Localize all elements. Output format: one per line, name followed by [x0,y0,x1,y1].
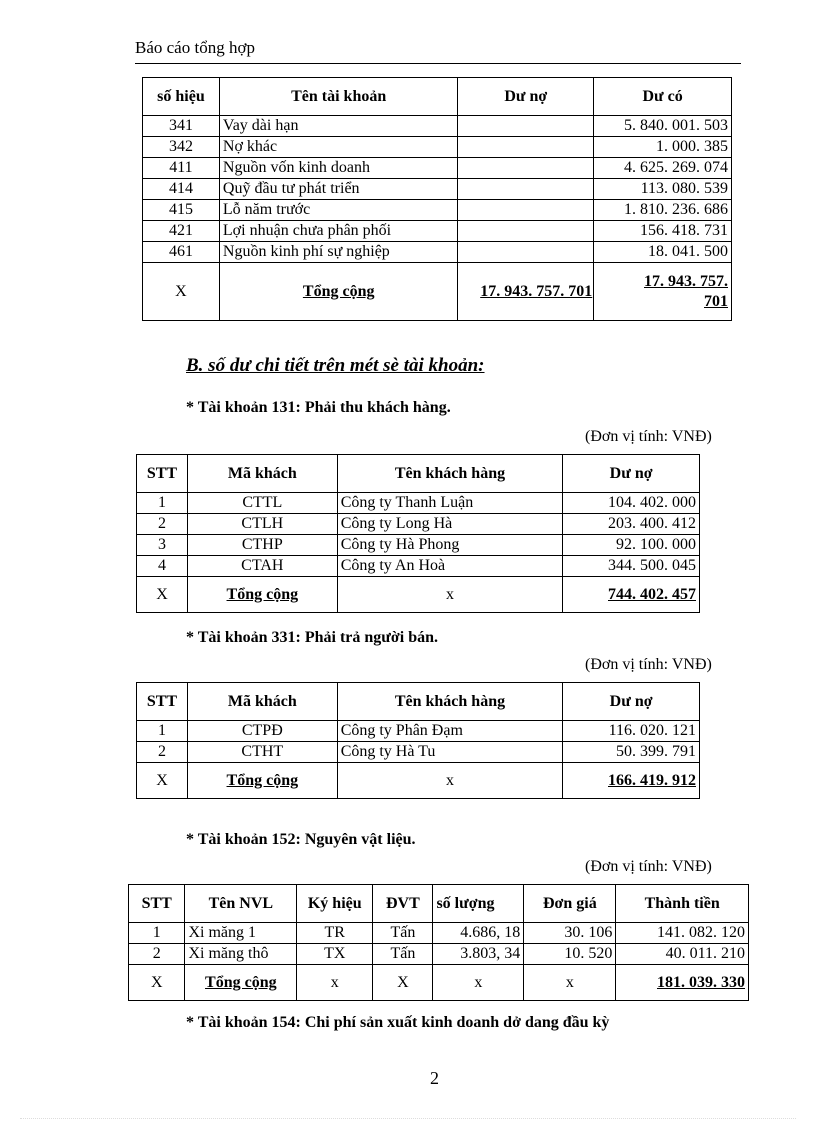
account-131-table [136,454,700,613]
unit-price-cell: 10. 520 [524,944,616,965]
customer-name: Công ty Long Hà [337,514,563,535]
total-debit: 744. 402. 457 [608,585,696,603]
material-name: Xi măng thô [185,944,297,965]
column-header: Tên tài khoản [219,78,458,116]
total-row [143,263,732,321]
debit-cell: 92. 100. 000 [563,535,700,556]
total-credit-line1: 17. 943. 757. [644,272,728,290]
table-header-row [137,455,700,493]
table-row [143,137,732,158]
column-header: Mã khách [187,455,337,493]
credit-cell: 1. 810. 236. 686 [594,200,732,221]
total-row [137,763,700,799]
account-code: 342 [143,137,220,158]
unit-label: (Đơn vị tính: VNĐ) [585,858,712,875]
header-rule [135,63,741,64]
debit-cell: 344. 500. 045 [563,556,700,577]
table-row [137,514,700,535]
table-row [143,200,732,221]
customer-code: CTAH [187,556,337,577]
page-bottom-rule [20,1118,796,1119]
customer-code: CTHP [187,535,337,556]
debit-cell [458,158,594,179]
credit-cell: 4. 625. 269. 074 [594,158,732,179]
customer-name: Công ty Thanh Luận [337,493,563,514]
account-code: 421 [143,221,220,242]
total-price-placeholder: x [524,965,616,1001]
material-symbol: TX [297,944,373,965]
customer-code: CTTL [187,493,337,514]
unit-label: (Đơn vị tính: VNĐ) [585,656,712,673]
debit-cell [458,242,594,263]
credit-cell: 1. 000. 385 [594,137,732,158]
total-unit-placeholder: X [373,965,433,1001]
account-name: Nợ khác [219,137,458,158]
table-row [143,179,732,200]
unit-label: (Đơn vị tính: VNĐ) [585,428,712,445]
stt-cell: 2 [129,944,185,965]
stt-cell: 3 [137,535,188,556]
account-code: 415 [143,200,220,221]
total-debit: 166. 419. 912 [608,771,696,789]
column-header: số lượng [433,885,524,923]
column-header: STT [137,455,188,493]
debit-cell: 104. 402. 000 [563,493,700,514]
table-row [143,221,732,242]
customer-name: Công ty An Hoà [337,556,563,577]
account-331-heading: * Tài khoản 331: Phải trả người bán. [186,629,438,646]
stt-cell: 1 [129,923,185,944]
material-name: Xi măng 1 [185,923,297,944]
account-331-table [136,682,700,799]
debit-cell [458,200,594,221]
amount-cell: 141. 082. 120 [616,923,749,944]
total-label: Tổng cộng [302,282,375,300]
account-name: Lỗ năm trước [219,200,458,221]
account-name: Lợi nhuận chưa phân phối [219,221,458,242]
account-code: 411 [143,158,220,179]
table-row [137,535,700,556]
credit-cell: 5. 840. 001. 503 [594,116,732,137]
total-symbol-placeholder: x [297,965,373,1001]
account-154-heading: * Tài khoản 154: Chi phí sản xuất kinh doanh dở dang đầu kỳ [186,1014,610,1031]
column-header: số hiệu [143,78,220,116]
total-qty-placeholder: x [433,965,524,1001]
account-131-heading: * Tài khoản 131: Phải thu khách hàng. [186,399,451,416]
table-header-row [143,78,732,116]
accounts-balance-table [142,77,732,321]
quantity-cell: 4.686, 18 [433,923,524,944]
stt-cell: 1 [137,493,188,514]
table-header-row [137,683,700,721]
total-label: Tổng cộng [205,973,277,991]
table-row [143,242,732,263]
column-header: Đơn giá [524,885,616,923]
supplier-code: CTHT [187,742,337,763]
column-header: STT [129,885,185,923]
column-header: Tên NVL [185,885,297,923]
account-152-table [128,884,749,1001]
table-row [137,742,700,763]
column-header: Ký hiệu [297,885,373,923]
table-row [137,721,700,742]
table-row [137,493,700,514]
table-header-row [129,885,749,923]
customer-code: CTLH [187,514,337,535]
total-code: X [143,263,220,321]
credit-cell: 18. 041. 500 [594,242,732,263]
table-row [129,944,749,965]
quantity-cell: 3.803, 34 [433,944,524,965]
credit-cell: 156. 418. 731 [594,221,732,242]
column-header: STT [137,683,188,721]
table-row [143,116,732,137]
material-symbol: TR [297,923,373,944]
total-row [129,965,749,1001]
column-header: Dư nợ [563,455,700,493]
total-name-placeholder: x [337,577,563,613]
total-row [137,577,700,613]
account-name: Quỹ đầu tư phát triển [219,179,458,200]
credit-cell: 113. 080. 539 [594,179,732,200]
column-header: Thành tiền [616,885,749,923]
supplier-code: CTPĐ [187,721,337,742]
total-label: Tổng cộng [226,585,299,603]
column-header: Tên khách hàng [337,683,563,721]
unit-price-cell: 30. 106 [524,923,616,944]
table-row [129,923,749,944]
account-name: Nguồn vốn kinh doanh [219,158,458,179]
debit-cell: 50. 399. 791 [563,742,700,763]
column-header: Mã khách [187,683,337,721]
account-name: Vay dài hạn [219,116,458,137]
column-header: Dư nợ [458,78,594,116]
column-header: Dư nợ [563,683,700,721]
debit-cell: 116. 020. 121 [563,721,700,742]
account-code: 414 [143,179,220,200]
stt-cell: 1 [137,721,188,742]
amount-cell: 40. 011. 210 [616,944,749,965]
debit-cell [458,221,594,242]
debit-cell [458,137,594,158]
total-credit-line2: 701 [704,292,728,310]
supplier-name: Công ty Hà Tu [337,742,563,763]
column-header: Dư có [594,78,732,116]
total-amount: 181. 039. 330 [657,973,745,991]
column-header: Tên khách hàng [337,455,563,493]
total-stt: X [137,763,188,799]
debit-cell [458,116,594,137]
unit-cell: Tấn [373,923,433,944]
document-header-title: Báo cáo tổng hợp [135,38,255,57]
customer-name: Công ty Hà Phong [337,535,563,556]
stt-cell: 4 [137,556,188,577]
debit-cell [458,179,594,200]
stt-cell: 2 [137,742,188,763]
total-label: Tổng cộng [226,771,299,789]
section-b-title: B. số dư chi tiết trên mét sè tài khoản: [186,355,485,376]
stt-cell: 2 [137,514,188,535]
column-header: ĐVT [373,885,433,923]
total-debit: 17. 943. 757. 701 [480,282,593,300]
account-name: Nguồn kinh phí sự nghiệp [219,242,458,263]
account-code: 461 [143,242,220,263]
account-152-heading: * Tài khoản 152: Nguyên vật liệu. [186,831,416,848]
table-row [137,556,700,577]
supplier-name: Công ty Phân Đạm [337,721,563,742]
debit-cell: 203. 400. 412 [563,514,700,535]
page-number: 2 [430,1068,439,1088]
account-code: 341 [143,116,220,137]
total-name-placeholder: x [337,763,563,799]
total-stt: X [129,965,185,1001]
unit-cell: Tấn [373,944,433,965]
total-stt: X [137,577,188,613]
table-row [143,158,732,179]
